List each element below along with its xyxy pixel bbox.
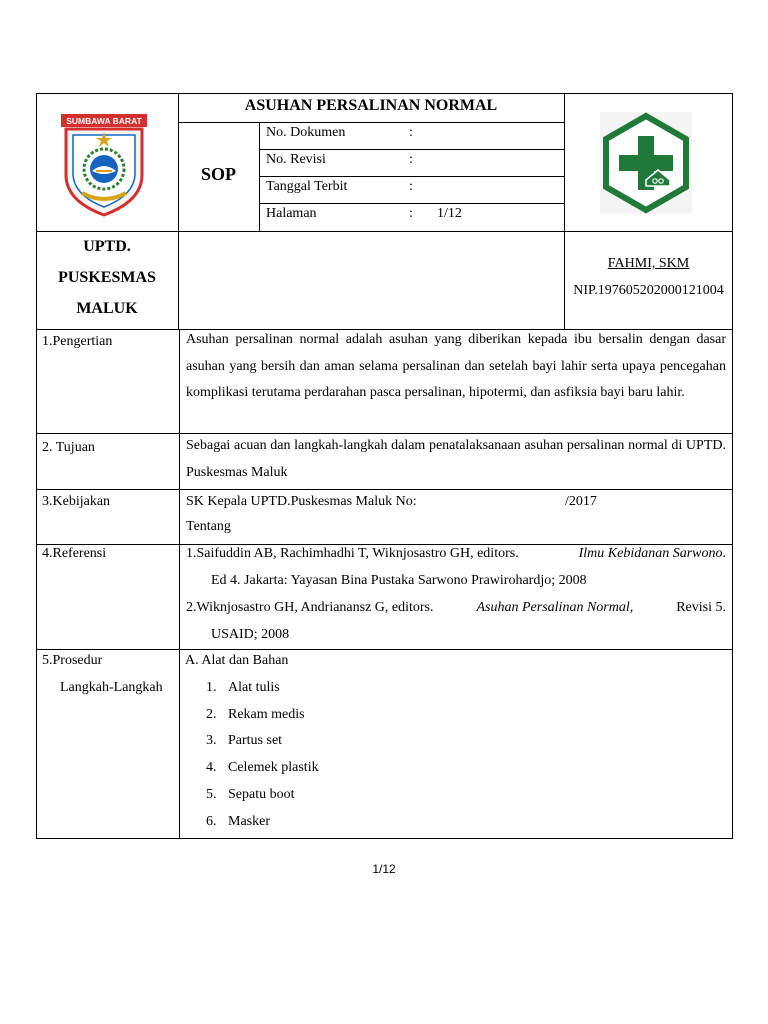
puskesmas-logo-icon bbox=[600, 112, 692, 214]
title-bottom-line bbox=[178, 122, 564, 123]
meta-label-no-dokumen: No. Dokumen bbox=[266, 125, 346, 140]
reference-1-title: Ilmu Kebidanan Sarwono bbox=[578, 546, 723, 561]
section-label-tujuan: 2. Tujuan bbox=[42, 440, 95, 455]
reference-2-title: Asuhan Persalinan Normal, bbox=[476, 600, 634, 615]
list-item-text: Sepatu boot bbox=[228, 787, 295, 802]
prosedur-subheading: A. Alat dan Bahan bbox=[185, 653, 289, 668]
section-text-pengertian: Asuhan persalinan normal adalah asuhan yang diberikan kepada ibu bersalin dengan dasar asuhan yang bersih dan aman selama persalinan dan setelah bayi lahir serta upaya pencegahan komplikasi terutama perdarahan pasca persalinan, hipotermi, dan asfiksia bayi baru lahir. bbox=[186, 332, 726, 400]
reference-1-period: . bbox=[722, 546, 726, 561]
signer-nip: NIP.197605202000121004 bbox=[573, 283, 724, 298]
list-item-text: Masker bbox=[228, 814, 270, 829]
section-label-pengertian: 1.Pengertian bbox=[42, 334, 113, 349]
section-text-tujuan: Sebagai acuan dan langkah-langkah dalam penatalaksanaan asuhan persalinan normal di UPTD. Puskesmas Maluk bbox=[186, 438, 726, 480]
list-item bbox=[206, 732, 282, 750]
list-item-number: 4. bbox=[206, 760, 217, 775]
sumbawa-barat-logo-icon bbox=[60, 113, 148, 217]
meta-sep: : bbox=[409, 125, 413, 140]
sop-label: SOP bbox=[200, 164, 236, 184]
kebijakan-sk-line: SK Kepala UPTD.Puskesmas Maluk No: bbox=[186, 494, 417, 509]
list-item-number: 6. bbox=[206, 814, 217, 829]
section-label-langkah: Langkah-Langkah bbox=[60, 680, 163, 695]
row-line-2 bbox=[36, 489, 733, 490]
org-line-puskesmas: PUSKESMAS bbox=[58, 269, 156, 286]
section-label-kebijakan: 3.Kebijakan bbox=[42, 494, 111, 509]
footer-page-number: 1/12 bbox=[372, 862, 396, 876]
meta-label-no-revisi: No. Revisi bbox=[266, 152, 326, 167]
header-mid-line bbox=[36, 231, 733, 232]
reference-2-revision: Revisi 5. bbox=[676, 600, 726, 615]
list-item-number: 1. bbox=[206, 680, 217, 695]
meta-line-1 bbox=[259, 149, 564, 150]
content-column-divider bbox=[179, 329, 180, 839]
list-item bbox=[206, 786, 295, 804]
list-item bbox=[206, 759, 319, 777]
reference-1-title-wrap bbox=[579, 545, 726, 563]
meta-sep: : bbox=[409, 179, 413, 194]
kebijakan-year: /2017 bbox=[565, 494, 597, 509]
section-label-referensi: 4.Referensi bbox=[42, 546, 107, 561]
org-line-uptd: UPTD. bbox=[83, 238, 131, 255]
meta-line-2 bbox=[259, 176, 564, 177]
list-item-text: Partus set bbox=[228, 733, 283, 748]
meta-sep: : bbox=[409, 206, 413, 221]
meta-sep: : bbox=[409, 152, 413, 167]
region-label: SUMBAWA BARAT bbox=[66, 116, 142, 126]
list-item-text: Rekam medis bbox=[228, 707, 305, 722]
reference-1 bbox=[186, 545, 726, 563]
reference-1-authors: 1.Saifuddin AB, Rachimhadhi T, Wiknjosastro GH, editors. bbox=[186, 546, 519, 561]
reference-2-line-2: USAID; 2008 bbox=[211, 627, 290, 642]
reference-1-line-2: Ed 4. Jakarta: Yayasan Bina Pustaka Sarwono Prawirohardjo; 2008 bbox=[211, 573, 587, 588]
list-item bbox=[206, 706, 305, 724]
signer-name: FAHMI, SKM bbox=[607, 256, 690, 271]
list-item-number: 2. bbox=[206, 707, 217, 722]
meta-label-tanggal-terbit: Tanggal Terbit bbox=[266, 179, 348, 194]
org-line-maluk: MALUK bbox=[76, 300, 138, 317]
reference-2 bbox=[186, 599, 726, 617]
document-title: ASUHAN PERSALINAN NORMAL bbox=[244, 97, 498, 114]
meta-line-3 bbox=[259, 203, 564, 204]
reference-2-authors: 2.Wiknjosastro GH, Andrianansz G, editors. bbox=[186, 600, 434, 615]
row-line-4 bbox=[36, 649, 733, 650]
list-item-number: 5. bbox=[206, 787, 217, 802]
header-divider-left bbox=[178, 93, 179, 330]
list-item bbox=[206, 813, 270, 831]
meta-value-halaman: 1/12 bbox=[437, 206, 462, 221]
list-item bbox=[206, 679, 280, 697]
list-item-text: Celemek plastik bbox=[228, 760, 319, 775]
list-item-text: Alat tulis bbox=[228, 680, 280, 695]
kebijakan-tentang: Tentang bbox=[186, 519, 231, 534]
section-label-prosedur: 5.Prosedur bbox=[42, 653, 103, 668]
list-item-number: 3. bbox=[206, 733, 217, 748]
meta-label-halaman: Halaman bbox=[266, 206, 317, 221]
